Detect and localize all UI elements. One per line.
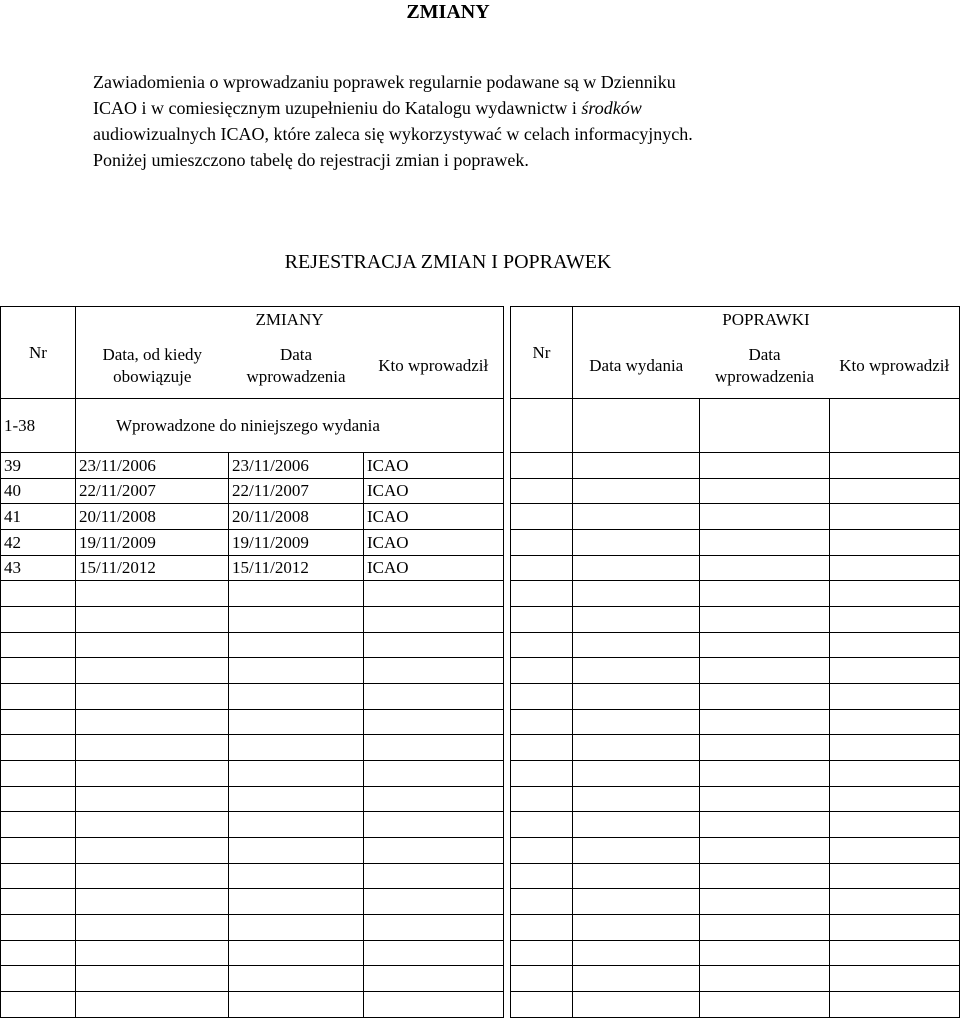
cell xyxy=(700,863,830,889)
cell xyxy=(364,940,504,966)
table-row xyxy=(511,606,960,632)
cell xyxy=(700,709,830,735)
cell xyxy=(364,606,504,632)
intro-line-2-text: ICAO i w comiesięcznym uzupełnieniu do Katalogu wydawnictw i xyxy=(93,98,577,118)
cell xyxy=(229,812,364,838)
row-entered-by: ICAO xyxy=(364,529,504,555)
table-row xyxy=(511,760,960,786)
cell xyxy=(830,812,960,838)
table-row xyxy=(511,991,960,1017)
cell xyxy=(229,786,364,812)
cell xyxy=(229,606,364,632)
cell xyxy=(700,504,830,530)
intro-line-1: Zawiadomienia o wprowadzaniu poprawek regularnie podawane są w Dzienniku xyxy=(93,72,676,92)
poprawki-col-data-wyd: Data wydania xyxy=(573,333,700,399)
cell xyxy=(76,889,229,915)
cell xyxy=(700,966,830,992)
cell xyxy=(229,735,364,761)
cell xyxy=(573,889,700,915)
cell xyxy=(364,632,504,658)
cell xyxy=(700,940,830,966)
cell xyxy=(76,863,229,889)
cell xyxy=(511,709,573,735)
cell xyxy=(364,760,504,786)
cell xyxy=(1,991,76,1017)
intro-line-2 xyxy=(93,95,773,121)
intro-paragraph xyxy=(93,69,773,173)
cell xyxy=(700,914,830,940)
cell xyxy=(511,812,573,838)
cell xyxy=(700,452,830,478)
cell xyxy=(700,683,830,709)
table-row xyxy=(511,478,960,504)
table-row xyxy=(1,478,504,504)
cell xyxy=(364,863,504,889)
row-nr: 39 xyxy=(1,452,76,478)
cell xyxy=(573,632,700,658)
cell xyxy=(700,581,830,607)
cell xyxy=(511,504,573,530)
intro-line-2-italic: środków xyxy=(581,98,642,118)
cell xyxy=(76,735,229,761)
cell xyxy=(1,966,76,992)
cell xyxy=(830,735,960,761)
poprawki-table xyxy=(510,306,960,1018)
cell xyxy=(511,914,573,940)
cell xyxy=(229,837,364,863)
cell xyxy=(700,812,830,838)
table-row xyxy=(511,399,960,452)
cell xyxy=(76,786,229,812)
cell xyxy=(364,991,504,1017)
cell xyxy=(830,555,960,581)
cell xyxy=(573,863,700,889)
cell xyxy=(364,581,504,607)
poprawki-group-label: POPRAWKI xyxy=(573,307,960,334)
cell xyxy=(573,966,700,992)
zmiany-summary-text: Wprowadzone do niniejszego wydania xyxy=(76,399,504,452)
cell xyxy=(76,812,229,838)
cell xyxy=(830,452,960,478)
row-date-from: 20/11/2008 xyxy=(76,504,229,530)
cell xyxy=(76,632,229,658)
table-row xyxy=(511,914,960,940)
zmiany-summary-nr: 1-38 xyxy=(1,399,76,452)
row-date-entered: 19/11/2009 xyxy=(229,529,364,555)
cell xyxy=(229,991,364,1017)
cell xyxy=(573,914,700,940)
cell xyxy=(229,658,364,684)
table-row xyxy=(1,581,504,607)
cell xyxy=(229,889,364,915)
cell xyxy=(511,786,573,812)
cell xyxy=(76,940,229,966)
table-row xyxy=(511,709,960,735)
table-row xyxy=(511,529,960,555)
row-nr: 42 xyxy=(1,529,76,555)
cell xyxy=(700,889,830,915)
cell xyxy=(511,606,573,632)
table-row xyxy=(1,991,504,1017)
table-row xyxy=(511,889,960,915)
cell xyxy=(1,940,76,966)
table-row xyxy=(1,889,504,915)
cell xyxy=(830,837,960,863)
table-row xyxy=(1,735,504,761)
cell xyxy=(830,709,960,735)
cell xyxy=(573,452,700,478)
row-date-entered: 20/11/2008 xyxy=(229,504,364,530)
cell xyxy=(700,837,830,863)
cell xyxy=(511,889,573,915)
table-row xyxy=(511,837,960,863)
cell xyxy=(364,786,504,812)
table-row xyxy=(1,529,504,555)
table-row xyxy=(1,452,504,478)
zmiany-col-data-wpr: Data wprowadzenia xyxy=(229,333,364,399)
cell xyxy=(830,632,960,658)
row-date-from: 15/11/2012 xyxy=(76,555,229,581)
table-row xyxy=(511,812,960,838)
cell xyxy=(76,658,229,684)
cell xyxy=(511,581,573,607)
table-row xyxy=(511,452,960,478)
table-row xyxy=(1,837,504,863)
cell xyxy=(511,529,573,555)
cell xyxy=(229,940,364,966)
cell xyxy=(830,478,960,504)
cell xyxy=(511,478,573,504)
cell xyxy=(1,709,76,735)
row-entered-by: ICAO xyxy=(364,478,504,504)
cell xyxy=(76,709,229,735)
cell xyxy=(76,914,229,940)
cell xyxy=(1,812,76,838)
poprawki-col-kto: Kto wprowadził xyxy=(830,333,960,399)
cell xyxy=(700,606,830,632)
cell xyxy=(364,735,504,761)
cell xyxy=(830,658,960,684)
row-date-entered: 22/11/2007 xyxy=(229,478,364,504)
zmiany-col-nr: Nr xyxy=(1,307,76,399)
cell xyxy=(700,991,830,1017)
cell xyxy=(511,632,573,658)
cell xyxy=(830,606,960,632)
poprawki-col-nr: Nr xyxy=(511,307,573,399)
cell xyxy=(511,399,573,452)
cell xyxy=(573,555,700,581)
cell xyxy=(573,837,700,863)
row-date-from: 19/11/2009 xyxy=(76,529,229,555)
zmiany-col-data-od: Data, od kiedy obowiązuje xyxy=(76,333,229,399)
cell xyxy=(229,863,364,889)
cell xyxy=(830,991,960,1017)
cell xyxy=(511,966,573,992)
poprawki-col-data-wpr: Data wprowadzenia xyxy=(700,333,830,399)
cell xyxy=(511,863,573,889)
cell xyxy=(229,760,364,786)
cell xyxy=(830,863,960,889)
table-row xyxy=(1,632,504,658)
cell xyxy=(830,529,960,555)
cell xyxy=(511,991,573,1017)
cell xyxy=(700,786,830,812)
table-row xyxy=(511,863,960,889)
table-row xyxy=(1,658,504,684)
cell xyxy=(573,658,700,684)
zmiany-table xyxy=(0,306,504,1018)
row-entered-by: ICAO xyxy=(364,452,504,478)
table-row xyxy=(1,914,504,940)
cell xyxy=(830,914,960,940)
cell xyxy=(700,399,830,452)
cell xyxy=(830,504,960,530)
cell xyxy=(229,632,364,658)
table-row xyxy=(511,658,960,684)
cell xyxy=(1,658,76,684)
table-row xyxy=(511,683,960,709)
page-title: ZMIANY xyxy=(406,1,490,23)
row-date-from: 23/11/2006 xyxy=(76,452,229,478)
cell xyxy=(76,991,229,1017)
cell xyxy=(1,889,76,915)
row-nr: 41 xyxy=(1,504,76,530)
cell xyxy=(573,940,700,966)
table-row xyxy=(1,786,504,812)
cell xyxy=(1,786,76,812)
cell xyxy=(830,889,960,915)
cell xyxy=(76,581,229,607)
table-row xyxy=(1,812,504,838)
cell xyxy=(76,760,229,786)
cell xyxy=(364,709,504,735)
cell xyxy=(700,529,830,555)
cell xyxy=(1,760,76,786)
cell xyxy=(573,683,700,709)
cell xyxy=(573,812,700,838)
table-row xyxy=(511,735,960,761)
table-row xyxy=(511,632,960,658)
cell xyxy=(511,735,573,761)
table-row xyxy=(511,555,960,581)
cell xyxy=(511,760,573,786)
row-date-from: 22/11/2007 xyxy=(76,478,229,504)
cell xyxy=(573,735,700,761)
row-date-entered: 15/11/2012 xyxy=(229,555,364,581)
cell xyxy=(700,760,830,786)
intro-line-4: Poniżej umieszczono tabelę do rejestracji zmian i poprawek. xyxy=(93,150,529,170)
row-date-entered: 23/11/2006 xyxy=(229,452,364,478)
cell xyxy=(364,658,504,684)
cell xyxy=(364,683,504,709)
table-row xyxy=(511,966,960,992)
table-row xyxy=(1,606,504,632)
table-row xyxy=(1,709,504,735)
cell xyxy=(229,581,364,607)
table-row xyxy=(1,940,504,966)
table-row xyxy=(1,863,504,889)
cell xyxy=(830,399,960,452)
cell xyxy=(573,760,700,786)
cell xyxy=(830,683,960,709)
cell xyxy=(830,966,960,992)
cell xyxy=(830,760,960,786)
cell xyxy=(573,504,700,530)
zmiany-col-kto: Kto wprowadził xyxy=(364,333,504,399)
cell xyxy=(700,735,830,761)
row-entered-by: ICAO xyxy=(364,504,504,530)
cell xyxy=(364,966,504,992)
cell xyxy=(364,889,504,915)
table-row xyxy=(1,504,504,530)
row-entered-by: ICAO xyxy=(364,555,504,581)
table-row xyxy=(511,786,960,812)
table-row xyxy=(511,504,960,530)
cell xyxy=(1,683,76,709)
table-row xyxy=(1,760,504,786)
table-row xyxy=(511,581,960,607)
cell xyxy=(573,786,700,812)
cell xyxy=(830,786,960,812)
cell xyxy=(573,991,700,1017)
cell xyxy=(573,709,700,735)
cell xyxy=(700,478,830,504)
cell xyxy=(511,940,573,966)
cell xyxy=(1,606,76,632)
cell xyxy=(573,399,700,452)
cell xyxy=(229,966,364,992)
cell xyxy=(511,555,573,581)
cell xyxy=(229,914,364,940)
cell xyxy=(1,735,76,761)
table-row xyxy=(1,683,504,709)
cell xyxy=(229,683,364,709)
table-row xyxy=(1,555,504,581)
cell xyxy=(364,837,504,863)
cell xyxy=(700,632,830,658)
cell xyxy=(76,683,229,709)
cell xyxy=(1,837,76,863)
cell xyxy=(700,555,830,581)
cell xyxy=(76,837,229,863)
cell xyxy=(364,812,504,838)
intro-line-3: audiowizualnych ICAO, które zaleca się wykorzystywać w celach informacyjnych. xyxy=(93,124,693,144)
cell xyxy=(573,478,700,504)
cell xyxy=(511,452,573,478)
cell xyxy=(511,837,573,863)
cell xyxy=(573,581,700,607)
cell xyxy=(229,709,364,735)
cell xyxy=(76,966,229,992)
cell xyxy=(511,683,573,709)
cell xyxy=(1,914,76,940)
register-title: REJESTRACJA ZMIAN I POPRAWEK xyxy=(284,251,612,273)
cell xyxy=(76,606,229,632)
row-nr: 43 xyxy=(1,555,76,581)
cell xyxy=(700,658,830,684)
cell xyxy=(1,581,76,607)
cell xyxy=(1,863,76,889)
cell xyxy=(573,606,700,632)
cell xyxy=(830,940,960,966)
cell xyxy=(573,529,700,555)
cell xyxy=(1,632,76,658)
cell xyxy=(364,914,504,940)
cell xyxy=(830,581,960,607)
zmiany-group-label: ZMIANY xyxy=(76,307,504,334)
table-row xyxy=(511,940,960,966)
table-row xyxy=(1,966,504,992)
row-nr: 40 xyxy=(1,478,76,504)
cell xyxy=(511,658,573,684)
